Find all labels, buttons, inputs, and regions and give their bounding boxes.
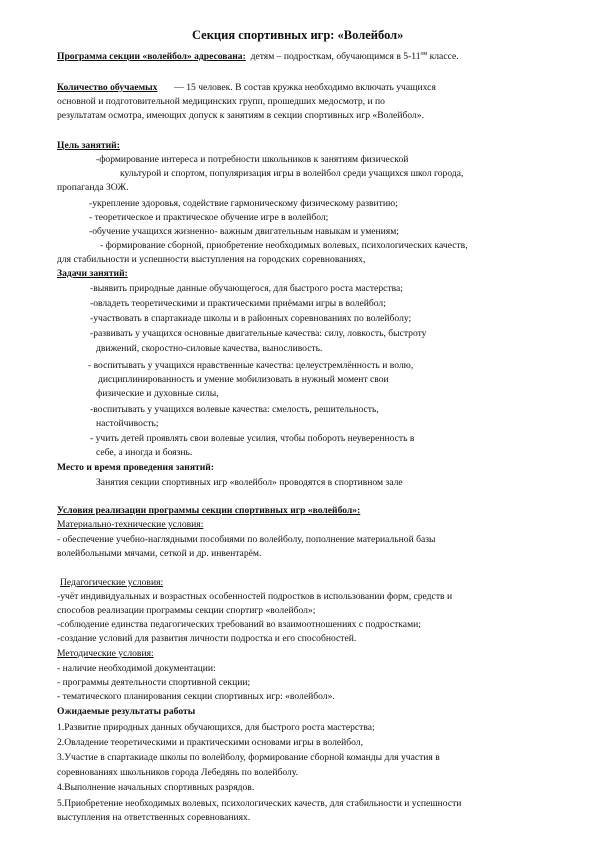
result-line: 1.Развитие природных данных обучающихся, для быстрого роста мастерства; [57, 722, 375, 733]
task-line: -выявить природные данные обучающегося, для быстрого роста мастерства; [90, 283, 403, 294]
task-line: -участвовать в спартакиаде школы и в районных соревнованиях по волейболу; [90, 313, 412, 324]
place-text: Занятия секции спортивных игр «волейбол» проводятся в спортивном зале [96, 477, 403, 488]
method-heading: Методические условия: [57, 648, 154, 659]
goal-line: пропаганда ЗОЖ. [57, 182, 129, 193]
method-line: - тематического планирования секции спортивных игр: «волейбол». [57, 691, 335, 702]
task-line: - воспитывать у учащихся нравственные качества: целеустремлённость и волю, [88, 360, 414, 371]
goal-line: - теоретическое и практическое обучение игре в волейбол; [89, 212, 329, 223]
goal-line: для стабильности и успешности выступления на городских соревнованиях, [57, 254, 366, 265]
pedagog-heading: Педагогические условия: [60, 577, 164, 588]
result-line: 3.Участие в спартакиаде школы по волейболу, формирование сборной команды для участия в [57, 752, 440, 763]
pedagog-line: -создание условий для развития личности подростка и его способностей. [57, 633, 357, 644]
method-line: - наличие необходимой документации: [57, 663, 216, 674]
conditions-heading: Условия реализации программы секции спортивных игр «волейбол»: [57, 505, 361, 516]
result-line: соревнованиях школьников города Лебедянь по волейболу. [57, 767, 299, 778]
result-line: 2.Овладение теоретическими и практическими основами игры в волейбол, [57, 737, 363, 748]
task-line: себе, а иногда и боязнь. [96, 447, 193, 458]
material-heading: Материально-технические условия: [57, 519, 204, 530]
count-line-1 [57, 82, 436, 94]
task-line: настойчивость; [96, 418, 159, 429]
material-line: - обеспечение учебно-наглядными пособиями по волейболу, пополнение материальной базы [57, 534, 436, 545]
count-text-3: результатам осмотра, имеющих допуск к занятиям в секции спортивных игр «Волейбол». [57, 110, 424, 121]
goal-line: -укрепление здоровья, содействие гармоническому физическому развитию; [89, 198, 398, 209]
goal-line: -обучение учащихся жизненно- важным двигательным навыкам и умениям; [89, 226, 399, 237]
result-line: 5.Приобретение необходимых волевых, психологических качеств, для стабильности и успешности [57, 798, 462, 809]
results-heading: Ожидаемые результаты работы [57, 706, 196, 717]
task-line: -воспитывать у учащихся волевые качества: смелость, решительность, [90, 404, 379, 415]
task-line: -овладеть теоретическими и практическими приёмами игры в волейбол; [90, 298, 386, 309]
task-line: движений, скоростно-силовые качества, выносливость. [96, 343, 323, 354]
count-label: Количество обучаемых [57, 82, 158, 93]
document-title: Секция спортивных игр: «Волейбол» [192, 28, 404, 42]
task-line: -развивать у учащихся основные двигательные качества: силу, ловкость, быстроту [90, 328, 427, 339]
goal-heading: Цель занятий: [57, 140, 120, 151]
pedagog-line: -учёт индивидуальных и возрастных особенностей подростков в использовании форм, средств и [57, 591, 453, 602]
goal-line: - формирование сборной, приобретение необходимых волевых, психологических качеств, [100, 240, 468, 251]
result-line: 4.Выполнение начальных спортивных разрядов. [57, 782, 255, 793]
pedagog-line: -соблюдение единства педагогических требований во взаимоотношениях с подростками; [57, 619, 421, 630]
method-line: - программы деятельности спортивной секции; [57, 677, 251, 688]
program-label: Программа секции «волейбол» адресована: [57, 51, 246, 63]
place-heading: Место и время проведения занятий: [57, 462, 214, 473]
program-line [57, 48, 459, 63]
goal-line: культурой и спортом, популяризация игры в волейбол среди учащихся школ города, [120, 168, 464, 179]
task-line: - учить детей проявлять свои волевые усилия, чтобы побороть неуверенность в [90, 433, 415, 444]
material-line: волейбольными мячами, сеткой и др. инвентарём. [57, 548, 262, 559]
count-text-1: — 15 человек. В состав кружка необходимо включать учащихся [174, 82, 436, 93]
goal-line: -формирование интереса и потребности школьников к занятиям физической [96, 154, 409, 165]
count-text-2: основной и подготовительной медицинских групп, прошедших медосмотр, и по [57, 96, 385, 107]
task-line: дисциплинированность и умение мобилизовать в нужный момент свои [98, 374, 389, 385]
program-end: классе. [429, 51, 459, 63]
tasks-heading: Задачи занятий: [57, 268, 128, 279]
result-line: выступления на ответственных соревнованиях. [57, 812, 251, 823]
task-line: физические и духовные силы, [96, 388, 219, 399]
program-sup: ом [420, 51, 428, 57]
pedagog-line: способов реализации программы секции спортигр «волейбол»; [57, 605, 316, 616]
program-text: детям – подросткам, обучающимся в 5-11 [250, 51, 421, 63]
